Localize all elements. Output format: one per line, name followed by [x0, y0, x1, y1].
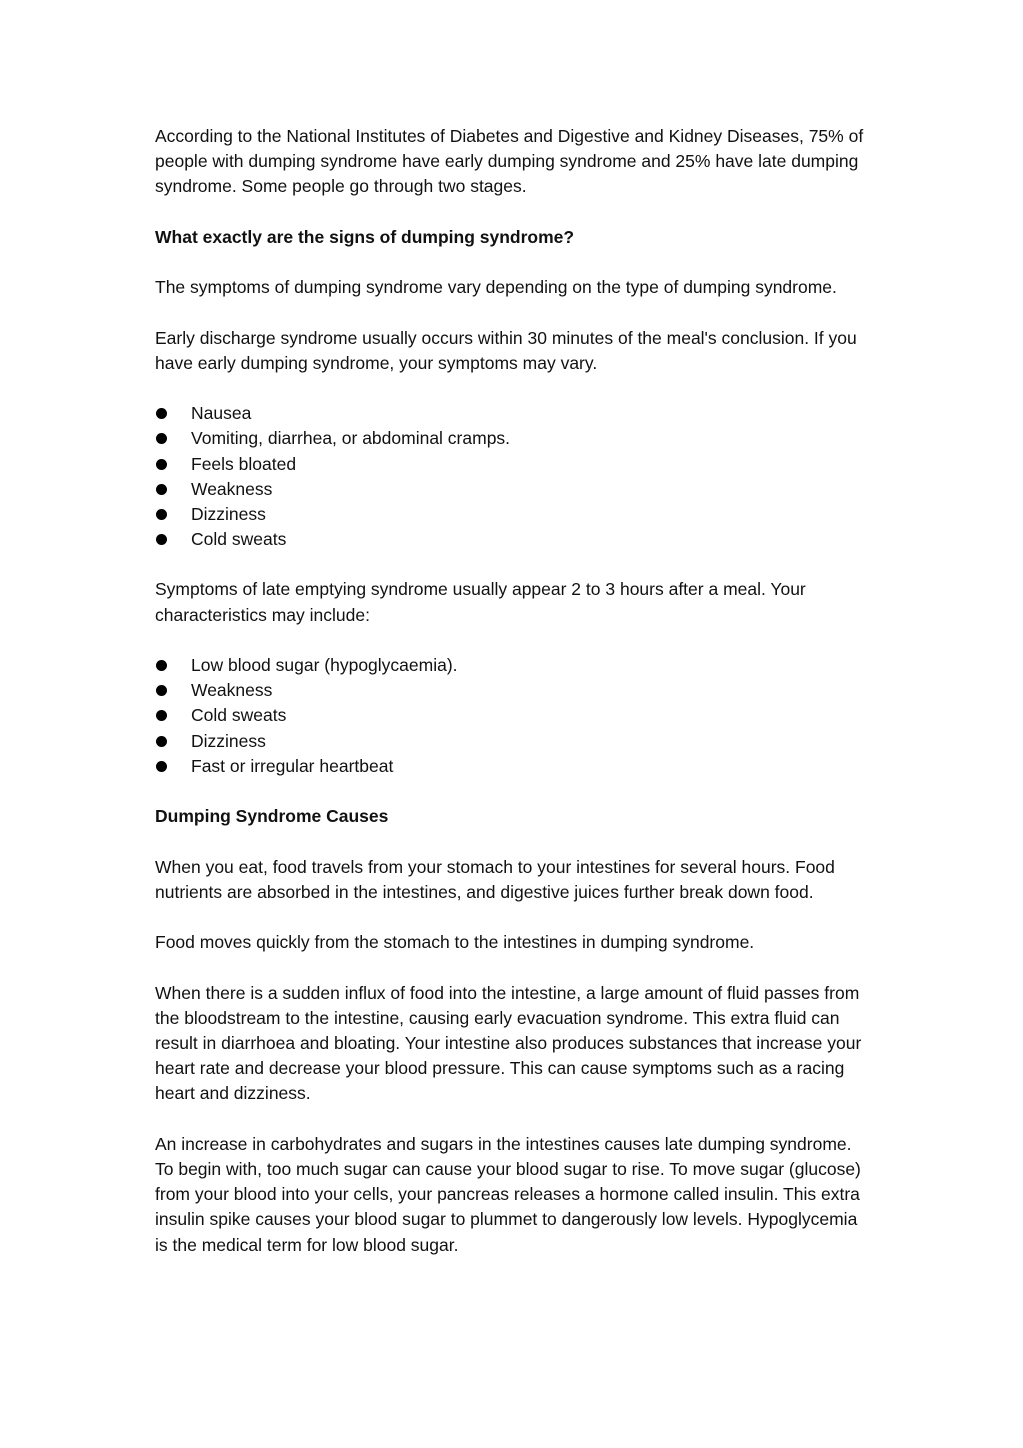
paragraph-early-cause: When there is a sudden influx of food into the intestine, a large amount of fluid passes from the bloodstream to the intestine, causing early evacuation syndrome. This extra fluid can result in diarrhoea and bloating. Your intestine also produces substances that increase your heart rate and decrease your blood pressure. This can cause symptoms such as a racing heart and dizziness. — [155, 982, 862, 1104]
heading-signs: What exactly are the signs of dumping syndrome? — [155, 226, 575, 247]
paragraph-symptoms-vary: The symptoms of dumping syndrome vary depending on the type of dumping syndrome. — [155, 277, 837, 298]
list-item-label: Feels bloated — [191, 453, 297, 474]
bullet-icon — [156, 685, 167, 696]
bullet-icon — [156, 736, 167, 747]
bullet-icon — [156, 710, 167, 721]
paragraph-digestion: When you eat, food travels from your stomach to your intestines for several hours. Food nutrients are absorbed in the intestines, and digestive juices further break down food. — [155, 856, 835, 902]
list-item-label: Cold sweats — [191, 705, 287, 726]
list-item-label: Low blood sugar (hypoglycaemia). — [191, 655, 458, 676]
bullet-icon — [156, 660, 167, 671]
paragraph-food-moves: Food moves quickly from the stomach to the intestines in dumping syndrome. — [155, 932, 755, 953]
early-symptoms-list — [155, 401, 873, 552]
list-item — [155, 754, 873, 779]
list-item — [155, 452, 873, 477]
list-item — [155, 426, 873, 451]
list-item-label: Weakness — [191, 478, 273, 499]
list-item-label: Vomiting, diarrhea, or abdominal cramps. — [191, 428, 511, 449]
bullet-icon — [156, 761, 167, 772]
list-item-label: Dizziness — [191, 730, 266, 751]
list-item — [155, 527, 873, 552]
list-item-label: Weakness — [191, 680, 273, 701]
bullet-icon — [156, 408, 167, 419]
list-item — [155, 678, 873, 703]
bullet-icon — [156, 509, 167, 520]
bullet-icon — [156, 459, 167, 470]
bullet-icon — [156, 484, 167, 495]
heading-causes: Dumping Syndrome Causes — [155, 806, 389, 827]
paragraph-early-syndrome: Early discharge syndrome usually occurs within 30 minutes of the meal's conclusion. If you have early dumping syndrome, your symptoms may vary. — [155, 327, 857, 373]
list-item — [155, 477, 873, 502]
bullet-icon — [156, 433, 167, 444]
list-item-label: Cold sweats — [191, 529, 287, 550]
list-item-label: Fast or irregular heartbeat — [191, 755, 394, 776]
late-symptoms-list — [155, 653, 873, 779]
paragraph-late-cause: An increase in carbohydrates and sugars in the intestines causes late dumping syndrome. To begin with, too much sugar can cause your blood sugar to rise. To move sugar (glucose) from your blood into your cells, your pancreas releases a hormone called insulin. This extra insulin spike causes your blood sugar to plummet to dangerously low levels. Hypoglycemia is the medical term for low blood sugar. — [155, 1133, 861, 1255]
paragraph-intro: According to the National Institutes of Diabetes and Digestive and Kidney Diseases, 75% of people with dumping syndrome have early dumping syndrome and 25% have late dumping syndrome. Some people go through two stages. — [155, 126, 864, 197]
list-item — [155, 653, 873, 678]
list-item — [155, 401, 873, 426]
list-item — [155, 502, 873, 527]
list-item — [155, 729, 873, 754]
paragraph-late-syndrome: Symptoms of late emptying syndrome usually appear 2 to 3 hours after a meal. Your characteristics may include: — [155, 579, 806, 625]
list-item-label: Dizziness — [191, 503, 266, 524]
list-item — [155, 703, 873, 728]
list-item-label: Nausea — [191, 403, 252, 424]
bullet-icon — [156, 534, 167, 545]
